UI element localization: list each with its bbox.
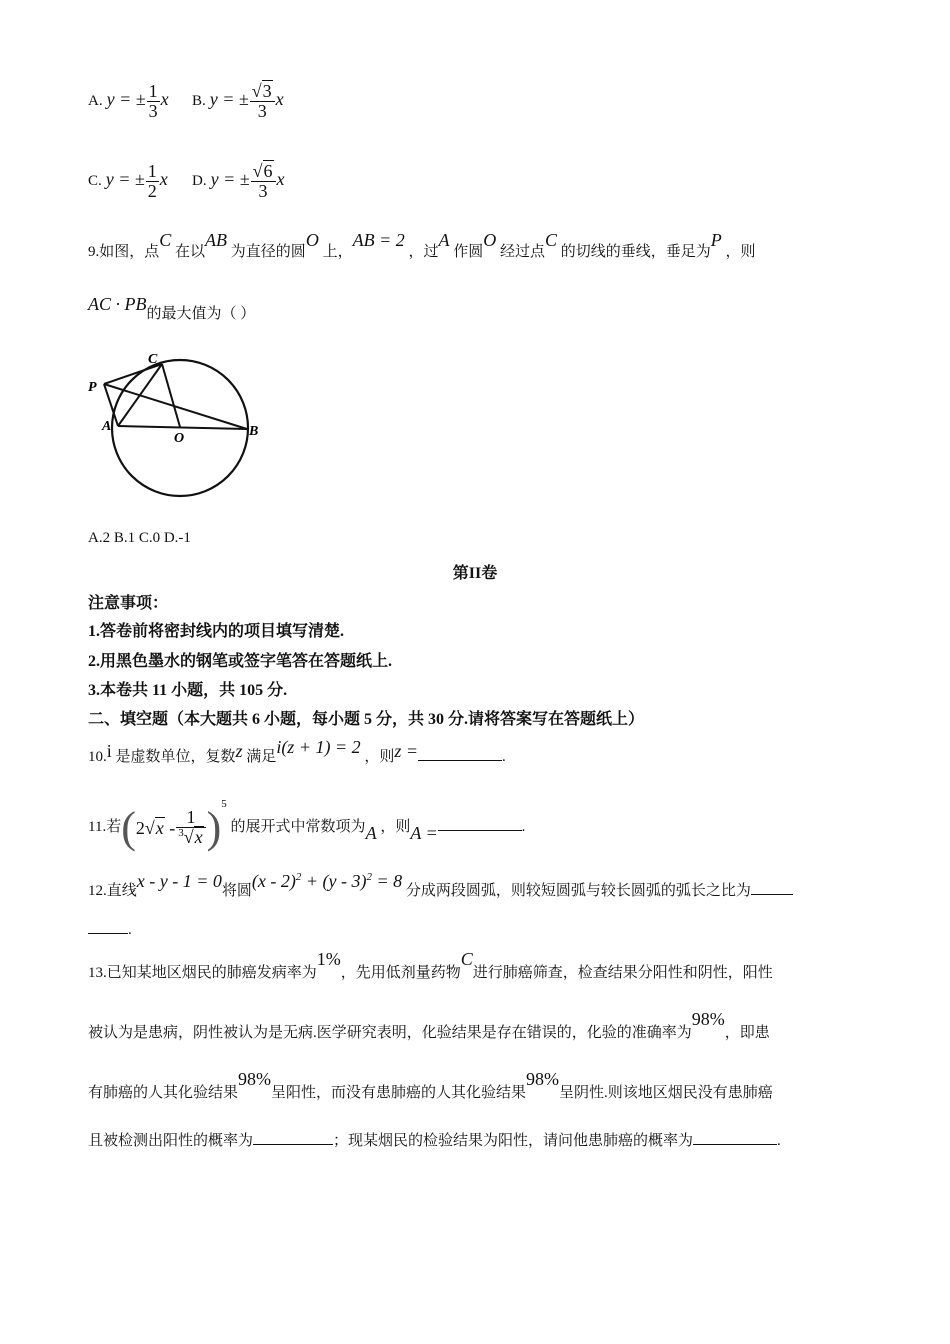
q11: 11.若(2√x - $\frac{1}{^3√x}$ )$^5$ 的展开式中常数项为A ，则A = .: [88, 798, 526, 852]
q9-stem-line1: 9.如图，点C 在以AB 为直径的圆O 上，AB = 2 ，过A 作圆O 经过点C 的切线的垂线，垂足为P ，则: [88, 230, 756, 260]
label-a: A: [102, 419, 112, 434]
notice-item-3: 3.本卷共 11 小题，共 105 分.: [88, 682, 288, 699]
section-heading: 二、填空题（本大题共 6 小题，每小题 5 分，共 30 分.请将答案写在答题纸上）: [88, 711, 645, 728]
part2-title: 第II卷: [452, 565, 498, 582]
label-c: C: [148, 352, 158, 367]
label-o: O: [174, 431, 185, 446]
q8-option-b: B. y = ± $\frac{√3}{3}$ x: [192, 81, 284, 121]
tangent-pc: [104, 364, 162, 384]
q9-circle-figure: [84, 344, 274, 500]
q10: 10.i 是虚数单位，复数z 满足i(z + 1) = 2 ，则z = .: [88, 737, 506, 765]
label-b: B: [249, 424, 259, 439]
q13-line4: 且被检测出阳性的概率为 ；现某烟民的检验结果为阳性，请问他患肺癌的概率为 .: [88, 1133, 781, 1149]
q13-line3: 有肺癌的人其化验结果98%呈阳性，而没有患肺癌的人其化验结果98%呈阴性.则该地区烟民没有患肺癌: [88, 1069, 773, 1101]
diameter-ab: [118, 426, 247, 429]
q8-option-d: D. y = ± $\frac{√6}{3}$ x: [192, 161, 285, 201]
label-p: P: [88, 380, 97, 395]
q13-line2: 被认为是患病，阴性被认为是无病.医学研究表明，化验结果是存在错误的，化验的准确率为98%，即患: [88, 1009, 770, 1041]
notice-item-2: 2.用黑色墨水的钢笔或签字笔答在答题纸上.: [88, 653, 393, 670]
q9-stem-line2: AC · PB的最大值为（ ）: [88, 294, 256, 322]
notice-item-1: 1.答卷前将密封线内的项目填写清楚.: [88, 623, 345, 640]
segment-pb: [104, 384, 247, 429]
notice-title: 注意事项：: [88, 595, 169, 612]
q8-option-c: C. y = ± $\frac{1}{2}$ x: [88, 161, 168, 201]
q12-line2: .: [88, 922, 132, 939]
q9-options: A.2 B.1 C.0 D.-1: [88, 530, 191, 546]
q12-line1: 12.直线x - y - 1 = 0将圆(x - 2)$^2$ + (y - 3)$^2$ = 8 分成两段圆弧，则较短圆弧与较长圆弧的弧长之比为: [88, 870, 793, 906]
q8-option-a: A. y = ± $\frac{1}{3}$ x: [88, 81, 169, 121]
q13-line1: 13.已知某地区烟民的肺癌发病率为1%，先用低剂量药物C进行肺癌筛查，检查结果分阳性和阴性，阳性: [88, 949, 773, 981]
segment-co: [162, 364, 180, 427]
